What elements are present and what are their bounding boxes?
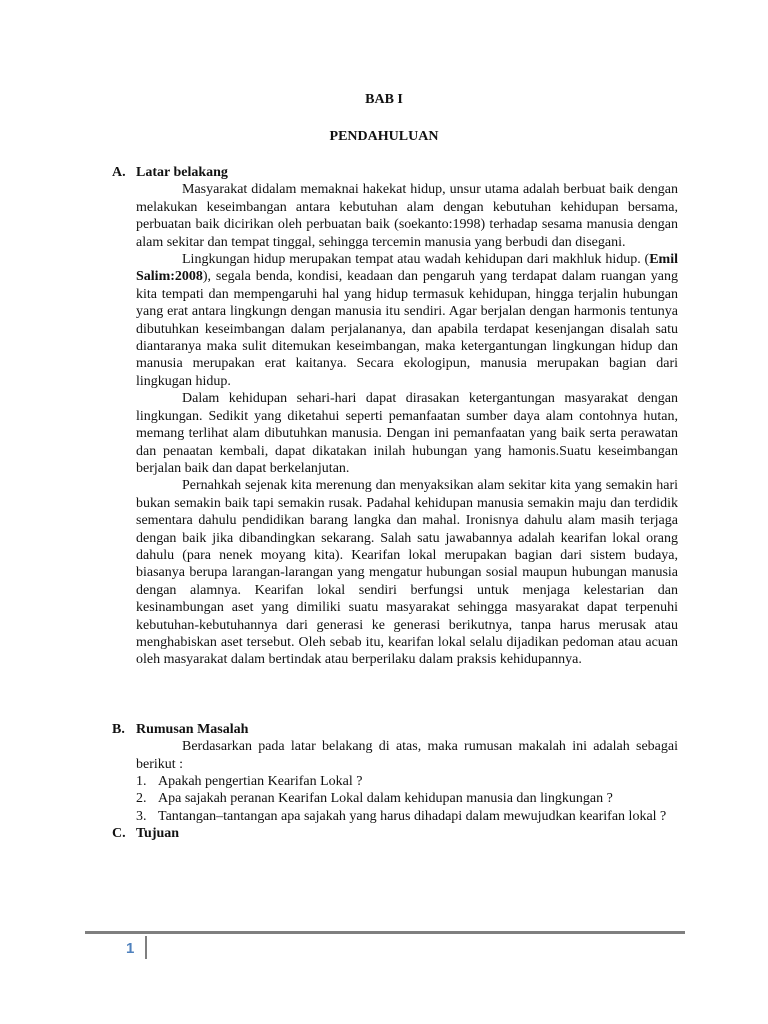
chapter-title: PENDAHULUAN: [329, 129, 439, 144]
paragraph-3: Dalam kehidupan sehari-hari dapat dirasakan ketergantungan masyarakat dengan lingkungan. Sedikit yang diketahui seperti pemanfaatan sumber daya alam contohnya hutan, memang terlihat alam dibutuhkan manusia. Dengan ini pemanfaatan yang baik serta perawatan dan penaatan kembali, dapat dikatakan inilah hubungan yang hamonis.Suatu keseimbangan berjalan baik dan dapat berkelanjutan.: [136, 391, 678, 476]
chapter-heading: BAB I: [365, 92, 403, 107]
paragraph-4: Pernahkah sejenak kita merenung dan menyaksikan alam sekitar kita yang semakin hari bukan semakin baik tapi semakin rusak. Padahal kehidupan manusia semakin maju dan terdidik sementara dahulu pendidikan barang langka dan mahal. Ironisnya dahulu alam masih terjaga dengan baik jika dibandingkan sekarang. Salah satu jawabannya adalah kearifan lokal orang dahulu (para nenek moyang kita). Kearifan lokal merupakan bagian dari sistem budaya, biasanya berupa larangan-larangan yang mengatur hubungan sosial maupun hubungan manusia dengan alamnya. Kearifan lokal sendiri berfungsi untuk menjaga kelestarian dan kesinambungan aset yang dimiliki suatu masyarakat sehingga masyarakat dapat terpenuhi kebutuhan-kebutuhannya dari generasi ke generasi berikutnya, tanpa harus merusak atau menghabiskan aset tersebut. Oleh sebab itu, kearifan lokal selalu dijadikan pedoman atau acuan oleh masyarakat dalam bertindak atau berperilaku dalam praksis kehidupannya.: [136, 478, 678, 668]
document-body: [112, 164, 678, 843]
list-item-text: Apa sajakah peranan Kearifan Lokal dalam kehidupan manusia dan lingkungan ?: [158, 791, 613, 807]
section-gap: [112, 669, 678, 721]
paragraph-2: [136, 251, 678, 390]
section-c-heading: [112, 825, 678, 842]
list-item-text: Apakah pengertian Kearifan Lokal ?: [158, 774, 363, 789]
section-b-intro: Berdasarkan pada latar belakang di atas, maka rumusan makalah ini adalah sebagai berikut :: [136, 739, 678, 772]
section-c-title: Tujuan: [136, 826, 180, 842]
list-item: [112, 773, 678, 790]
problem-list: [112, 773, 678, 825]
paragraph-2-start: Lingkungan hidup merupakan tempat atau wadah kehidupan dari makhluk hidup. (: [182, 252, 650, 268]
section-a-body: [112, 181, 678, 668]
page-number: 1: [126, 940, 135, 957]
list-item-text: Tantangan–tantangan apa sajakah yang harus dihadapi dalam mewujudkan kearifan lokal ?: [158, 808, 667, 824]
list-item-number: 1.: [136, 774, 147, 789]
paragraph-1: Masyarakat didalam memaknai hakekat hidup, unsur utama adalah berbuat baik dengan melakukan keseimbangan antara kebutuhan alam dengan kebutuhan kehidupan bersama, perbuatan baik dicirikan oleh perbuatan baik (soekanto:1998) terhadap sesama manusia dengan alam sekitar dan tempat tinggal, sehingga tercemin manusia yang berbudi dan disegani.: [136, 182, 678, 250]
list-item: [112, 808, 678, 825]
paragraph-2-rest: ), segala benda, kondisi, keadaan dan pengaruh yang terdapat dalam ruangan yang kita tempati dan mempengaruhi hal yang hidup termasuk kehidupan, hingga terjalin hubungan yang erat antara lingkungn dengan manusia itu sendiri. Agar berjalan dengan harmonis tentunya dibutuhkan keseimbangan dalam perjalananya, dan apabila terdapat kesenjangan disalah satu diantaranya maka sulit ditemukan keseimbangan, maka ketergantungan lingkungan hidup dan manusia merupakan erat kaitanya. Secara ekologipun, manusia merupakan bagian dari lingkugan hidup.: [136, 269, 678, 389]
list-item: [112, 790, 678, 807]
section-a-title: Latar belakang: [136, 165, 228, 180]
list-item-number: 2.: [136, 791, 147, 807]
citation-emil-salim: Emil Salim:2008: [136, 252, 678, 285]
section-b-title: Rumusan Masalah: [136, 721, 249, 737]
section-c-letter: C.: [112, 826, 126, 842]
section-b-body: [112, 738, 678, 773]
section-a-letter: A.: [112, 165, 126, 180]
section-b-letter: B.: [112, 721, 125, 737]
section-a-heading: [112, 164, 678, 181]
page-number-divider: [145, 936, 147, 959]
list-item-number: 3.: [136, 808, 147, 824]
footer-rule: [85, 931, 685, 934]
section-b-heading: [112, 721, 678, 738]
